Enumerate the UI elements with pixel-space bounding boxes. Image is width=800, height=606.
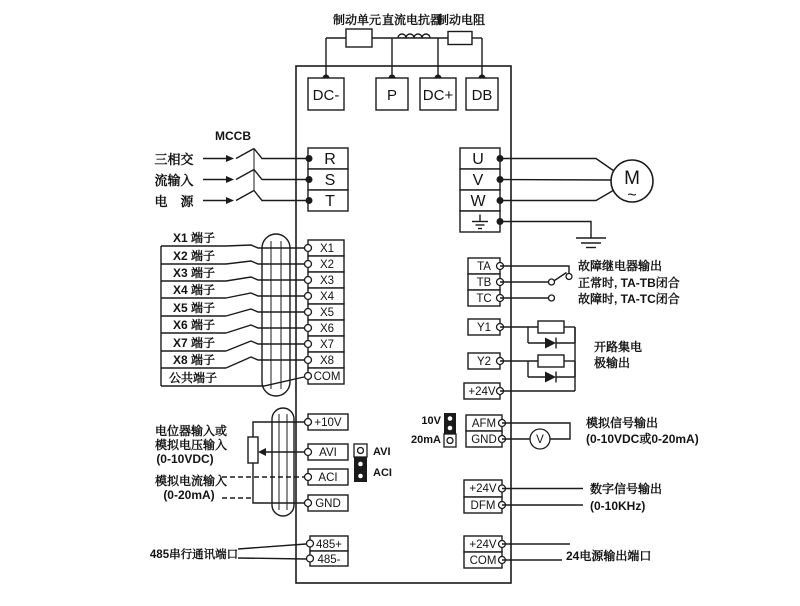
- terminal-com-power-label: COM: [469, 555, 497, 567]
- terminal-s-label: S: [324, 172, 336, 189]
- analog-output-section: [411, 413, 699, 449]
- comm-section: [150, 536, 348, 566]
- terminal-p-label: P: [386, 87, 398, 104]
- freq-output-section: [464, 480, 662, 513]
- digital-input-section: [161, 230, 344, 396]
- x1-label: X1 端子: [172, 231, 216, 245]
- analog-input-section: [155, 408, 392, 516]
- x4-label: X4 端子: [172, 283, 216, 297]
- open-collector-section: [464, 319, 642, 399]
- terminal-dfm-label: DFM: [470, 500, 496, 512]
- terminal-10v-label: +10V: [314, 417, 342, 429]
- relay-note-2: 正常时, TA-TB闭合: [578, 276, 680, 290]
- motor-output-section: [460, 148, 653, 248]
- terminal-u-label: U: [472, 151, 484, 168]
- terminal-x2-label: X2: [319, 259, 335, 271]
- terminal-24v-collector-label: +24V: [468, 386, 496, 398]
- s-node: [306, 176, 313, 183]
- terminal-485p-label: 485+: [316, 539, 342, 551]
- terminal-x3-label: X3: [319, 275, 335, 287]
- brake-resistor-icon: [448, 32, 472, 45]
- jumper-aci-label: ACI: [373, 467, 392, 479]
- terminal-afm-label: AFM: [471, 418, 497, 430]
- jumper-20ma-label: 20mA: [411, 434, 441, 446]
- analog-out-note-1: 模拟信号输出: [586, 416, 659, 430]
- afm-jumper-icon: [444, 413, 456, 447]
- current-note-2: (0-20mA): [163, 488, 215, 502]
- x3-label: X3 端子: [172, 266, 216, 280]
- pot-note-2: 模拟电压输入: [154, 438, 228, 452]
- terminal-485n-label: 485-: [317, 554, 341, 566]
- mccb-label: MCCB: [215, 129, 251, 143]
- terminal-com-label: COM: [313, 371, 341, 383]
- analog-input-wires: [222, 422, 304, 503]
- terminal-r-label: R: [324, 151, 336, 168]
- jumper-avi-label: AVI: [373, 446, 391, 458]
- relay-note-1: 故障继电器输出: [578, 259, 663, 273]
- x8-label: X8 端子: [172, 353, 216, 367]
- relay-output-section: [468, 258, 680, 306]
- x6-label: X6 端子: [172, 318, 216, 332]
- terminal-gnd-out-label: GND: [471, 434, 497, 446]
- terminal-t-label: T: [325, 193, 335, 210]
- comm-wire-2: [238, 558, 306, 559]
- terminal-db-label: DB: [471, 87, 493, 104]
- digital-input-labels: [169, 230, 217, 385]
- mccb-breaker-icon: [203, 149, 309, 205]
- collector-note-1: 开路集电: [594, 340, 643, 354]
- terminal-24v-power-label: +24V: [469, 539, 497, 551]
- terminal-x5-label: X5: [319, 307, 335, 319]
- freq-note-2: (0-10KHz): [590, 499, 646, 513]
- source-label-2: 流输入: [154, 173, 194, 188]
- ground-icon: [500, 222, 606, 248]
- t-node: [306, 197, 313, 204]
- com-label: 公共端子: [168, 371, 218, 385]
- terminal-x6-label: X6: [319, 323, 335, 335]
- r-node: [306, 155, 313, 162]
- x2-label: X2 端子: [172, 249, 216, 263]
- terminal-x4-label: X4: [319, 291, 335, 303]
- current-note-1: 模拟电流输入: [154, 474, 228, 488]
- terminal-tc-label: TC: [476, 293, 492, 305]
- terminal-w-label: W: [470, 193, 486, 210]
- voltmeter-loop: [502, 423, 570, 449]
- motor-tilde: ~: [627, 187, 637, 204]
- source-label-1: 三相交: [154, 152, 194, 167]
- power-output-section: [464, 536, 651, 568]
- motor-icon: [611, 160, 653, 204]
- voltmeter-letter: V: [536, 434, 544, 446]
- terminal-tb-label: TB: [476, 277, 492, 289]
- analog-out-note-2: (0-10VDC或0-20mA): [586, 432, 699, 446]
- brake-unit-label: 制动单元: [332, 13, 382, 27]
- terminal-ta-label: TA: [477, 261, 491, 273]
- terminal-dc-plus-label: DC+: [422, 87, 454, 104]
- terminal-24v-freq-label: +24V: [469, 483, 497, 495]
- terminal-x8-label: X8: [319, 355, 335, 367]
- terminal-gnd-in-label: GND: [315, 498, 341, 510]
- brake-resistor-label: 制动电阻: [436, 13, 486, 27]
- freq-note-1: 数字信号输出: [590, 482, 663, 496]
- analog-shield-capsule-icon: [272, 408, 294, 516]
- terminal-x7-label: X7: [319, 339, 335, 351]
- x7-label: X7 端子: [172, 336, 216, 350]
- potentiometer-icon: [248, 437, 266, 463]
- power-input-section: [154, 129, 348, 211]
- pot-note-3: (0-10VDC): [156, 452, 214, 466]
- terminal-v-label: V: [472, 172, 484, 189]
- terminal-y1-label: Y1: [476, 322, 492, 334]
- power-out-note: 24电源输出端口: [566, 549, 652, 563]
- shield-capsule-icon: [262, 234, 290, 396]
- comm-note: 485串行通讯端口: [149, 549, 239, 561]
- collector-note-2: 极输出: [594, 356, 631, 370]
- avi-aci-jumper-icon: [354, 444, 367, 482]
- jumper-10v-label: 10V: [421, 415, 441, 427]
- terminal-x1-label: X1: [319, 243, 335, 255]
- source-label-3: 电 源: [154, 194, 194, 209]
- digital-input-terminals: [305, 240, 345, 384]
- x5-label: X5 端子: [172, 301, 216, 315]
- motor-wires: [500, 159, 614, 201]
- pot-note-1: 电位器输入或: [154, 424, 228, 438]
- terminal-y2-label: Y2: [476, 356, 492, 368]
- terminal-avi-label: AVI: [319, 447, 337, 459]
- relay-note-3: 故障时, TA-TC闭合: [578, 292, 680, 306]
- brake-circuit-section: [308, 12, 498, 110]
- dc-reactor-label: 直流电抗器: [381, 13, 443, 27]
- motor-letter: M: [624, 168, 640, 189]
- terminal-dc-minus-label: DC-: [312, 87, 340, 104]
- brake-unit-icon: [346, 29, 372, 47]
- terminal-aci-label: ACI: [318, 472, 338, 484]
